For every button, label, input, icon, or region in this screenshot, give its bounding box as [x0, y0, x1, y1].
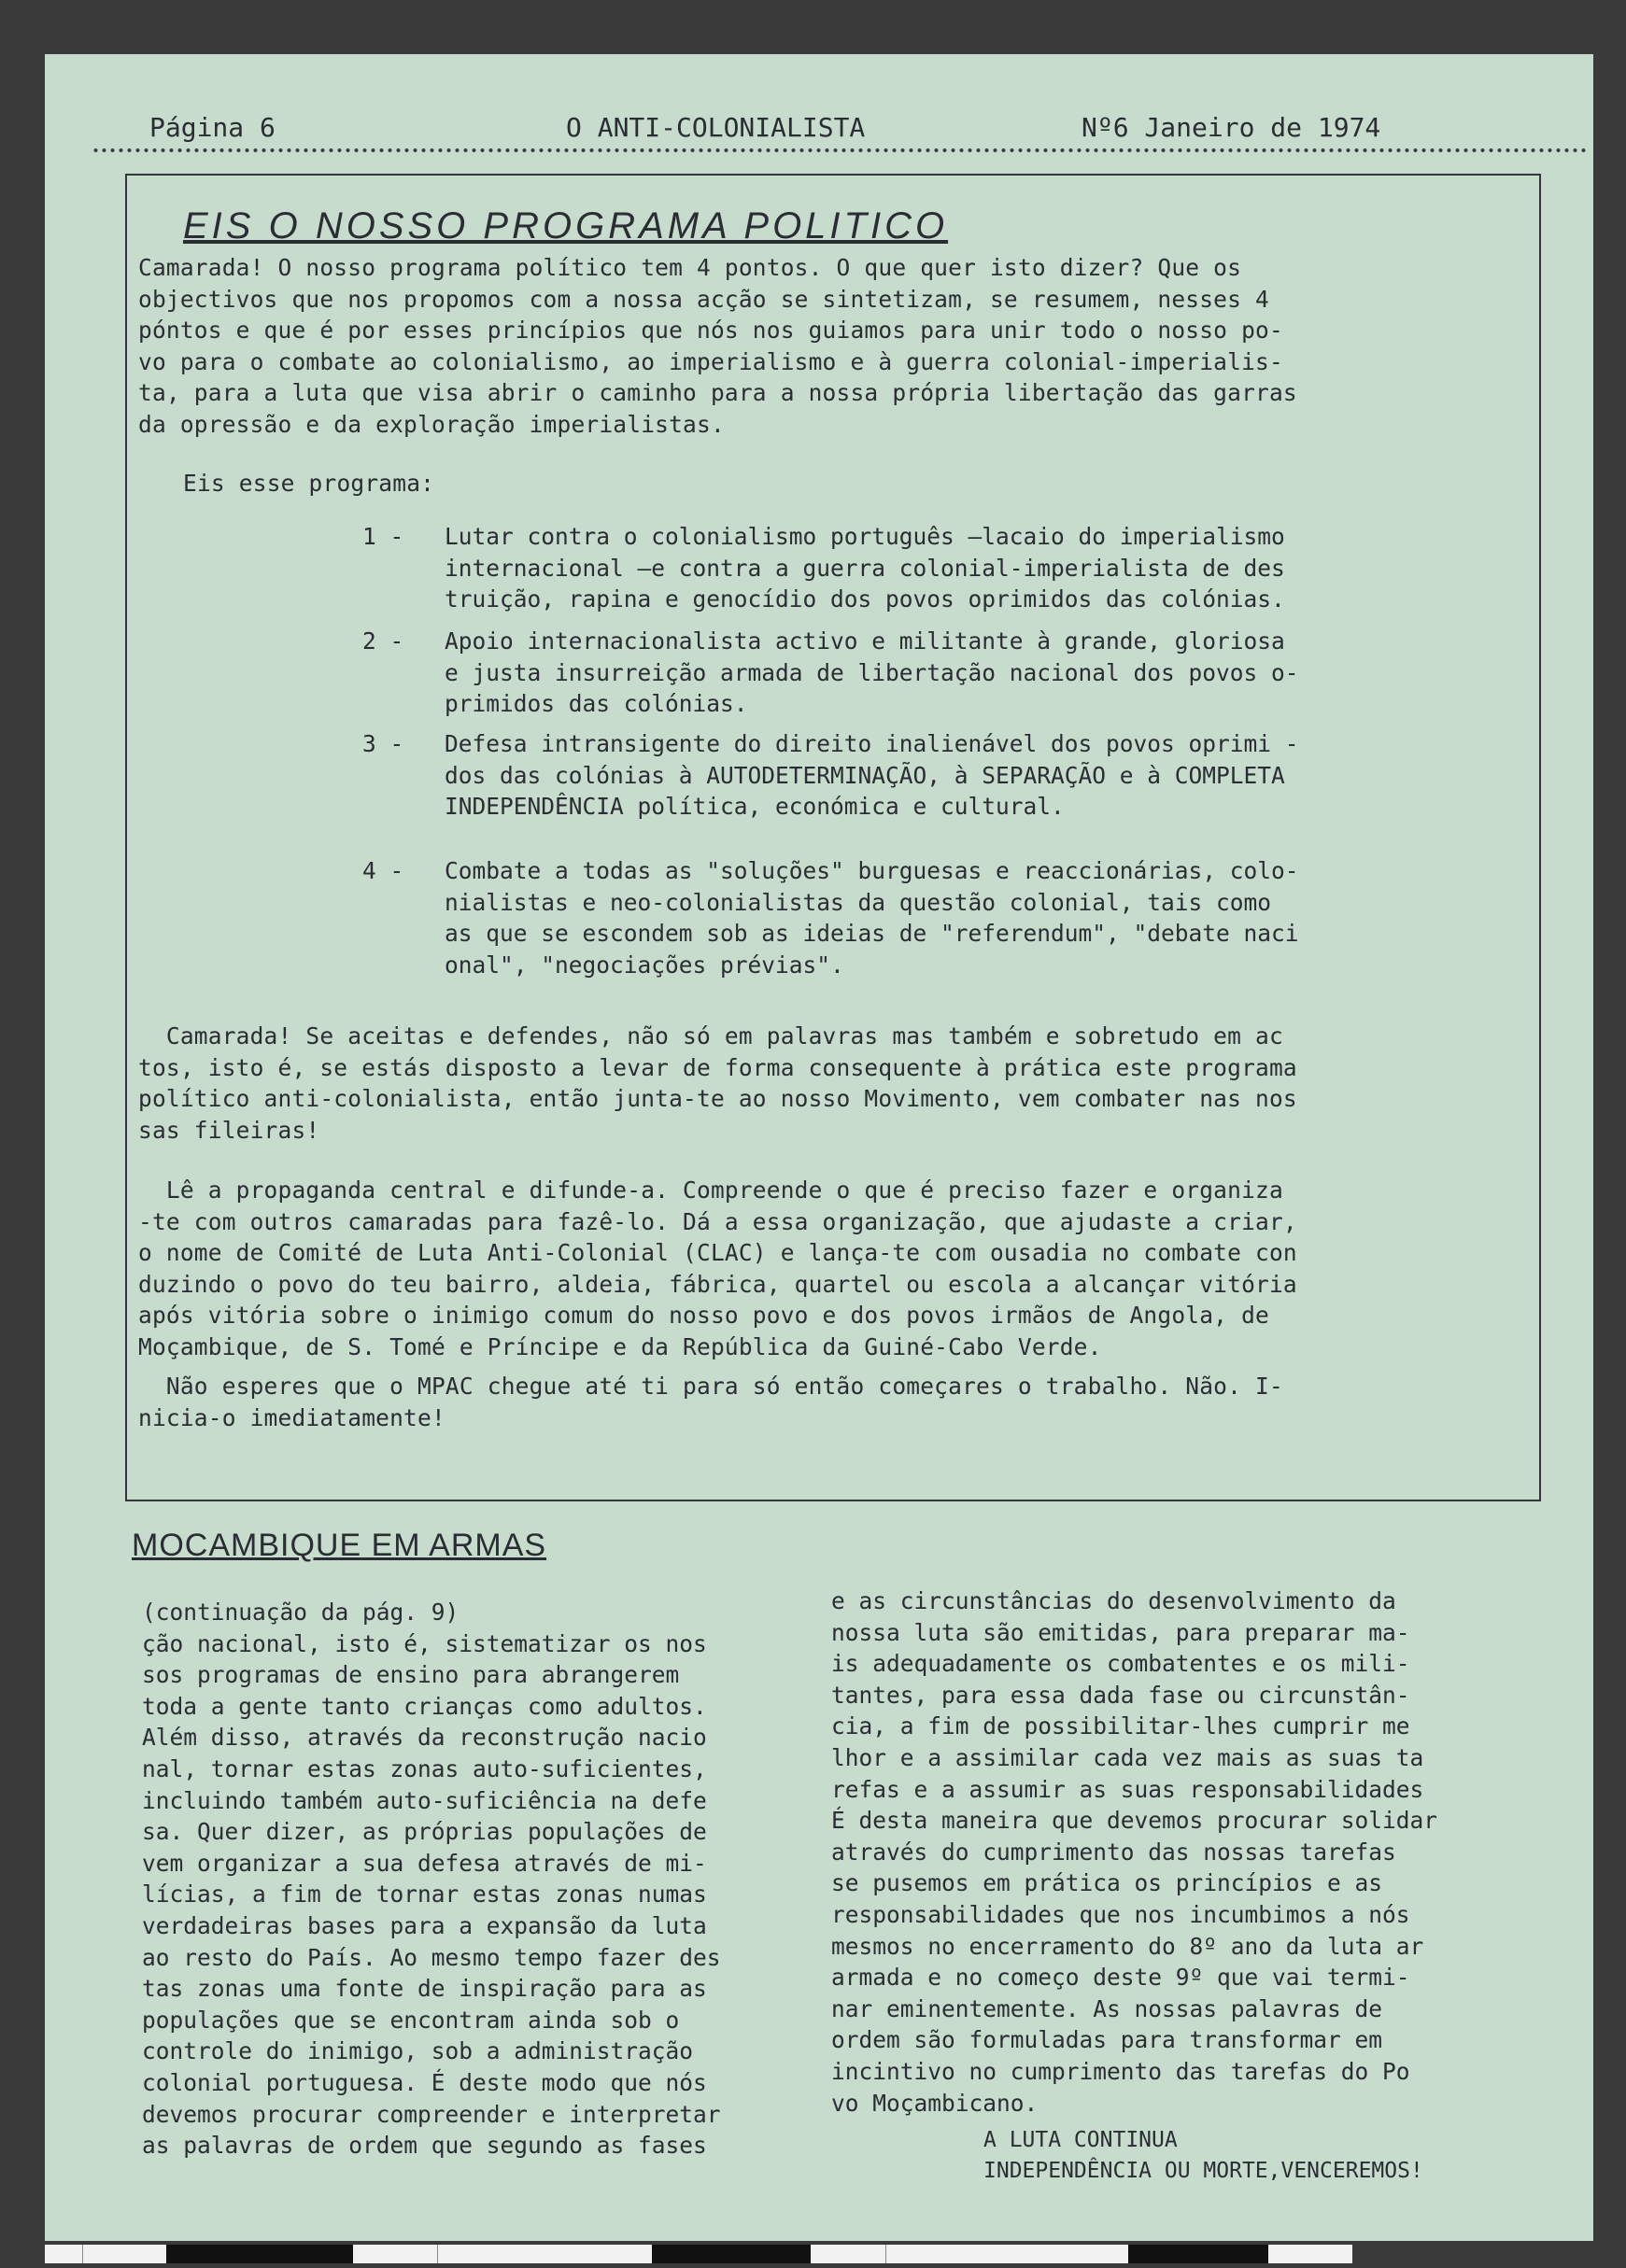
ruler-black-segment: [652, 2245, 811, 2263]
publication-title: O ANTI-COLONIALISTA: [566, 112, 866, 143]
issue-date: Nº6 Janeiro de 1974: [1082, 112, 1381, 143]
closing-line-2: INDEPENDÊNCIA OU MORTE,VENCEREMOS!: [983, 2159, 1423, 2183]
program-lead: Eis esse programa:: [183, 470, 435, 497]
point-number: 4 -: [362, 857, 404, 884]
program-title: EIS O NOSSO PROGRAMA POLITICO: [183, 205, 949, 247]
page-number: Página 6: [149, 112, 276, 143]
article-title: MOCAMBIQUE EM ARMAS: [132, 1528, 547, 1563]
scale-ruler: [45, 2245, 1352, 2263]
call-paragraph-1: Camarada! Se aceitas e defendes, não só em palavras mas também e sobretudo em ac tos, isto é, se estás disposto a levar de forma consequente à prática este programa político anti-colonialista, então junta-te ao nosso Movimento, vem combater nas nos sas fileiras!: [138, 1022, 1297, 1144]
closing-line-1: A LUTA CONTINUA: [983, 2128, 1178, 2152]
program-point: [362, 855, 1299, 980]
program-point: [362, 728, 1299, 853]
ruler-tick: [885, 2245, 886, 2263]
ruler-black-segment: [1128, 2245, 1268, 2263]
call-paragraph-2: Lê a propaganda central e difunde-a. Compreende o que é preciso fazer e organiza -te com outros camaradas para fazê-lo. Dá a essa organização, que ajudaste a criar, o nome de Comité de Luta Anti-Colonial (CLAC) e lança-te com ousadia no combate con duzindo o povo do teu bairro, aldeia, fábrica, quartel ou escola a alcançar vitória após vitória sobre o inimigo comum do nosso povo e dos povos irmãos de Angola, de Moçambique, de S. Tomé e Príncipe e da República da Guiné-Cabo Verde.: [138, 1176, 1297, 1360]
ruler-tick: [82, 2245, 83, 2263]
point-text: Defesa intransigente do direito inalienável dos povos oprimi - dos das colónias à AUTODETERMINAÇÃO, à SEPARAÇÃO e à COMPLETA INDEPENDÊNCIA política, económica e cultural.: [445, 730, 1299, 820]
point-text: Apoio internacionalista activo e militante à grande, gloriosa e justa insurreição armada de libertação nacional dos povos o- primidos das colónias.: [445, 627, 1299, 717]
article-column-left: (continuação da pág. 9) ção nacional, isto é, sistematizar os nos sos programas de ensino para abrangerem toda a gente tanto crianças como adultos. Além disso, através da reconstrução nacio nal, tornar estas zonas auto-suficientes, incluindo também auto-suficiência na defe sa. Quer dizer, as próprias populações de vem organizar a sua defesa através de mi- lícias, a fim de tornar estas zonas numas verdadeiras bases para a expansão da luta ao resto do País. Ao mesmo tempo fazer des tas zonas uma fonte de inspiração para as populações que se encontram ainda sob o controle do inimigo, sob a administração colonial portuguesa. É deste modo que nós devemos procurar compreender e interpretar as palavras de ordem que segundo as fases: [142, 1599, 721, 2160]
ruler-tick: [437, 2245, 438, 2263]
point-text: Combate a todas as "soluções" burguesas e reaccionárias, colo- nialistas e neo-colonialistas da questão colonial, tais como as que se escondem sob as ideias de "referendum", "debate naci onal", "negociações prévias".: [445, 857, 1299, 979]
point-number: 1 -: [362, 523, 404, 550]
program-intro: Camarada! O nosso programa político tem 4 pontos. O que quer isto dizer? Que os objectivos que nos propomos com a nossa acção se sintetizam, se resumem, nesses 4 póntos e que é por esses princípios que nós nos guiamos para unir todo o nosso po- vo para o combate ao colonialismo, ao imperialismo e à guerra colonial-imperialis- ta, para a luta que visa abrir o caminho para a nossa própria libertação das garras da opressão e da exploração imperialistas.: [138, 254, 1297, 438]
call-paragraph-3: Não esperes que o MPAC chegue até ti para só então começares o trabalho. Não. I- nicia-o imediatamente!: [138, 1373, 1283, 1431]
point-text: Lutar contra o colonialismo português —lacaio do imperialismo internacional —e contra a guerra colonial-imperialista de des truição, rapina e genocídio dos povos oprimidos das colónias.: [445, 523, 1285, 613]
ruler-black-segment: [166, 2245, 353, 2263]
point-number: 3 -: [362, 730, 404, 757]
newspaper-page: [45, 54, 1593, 2241]
article-column-right: e as circunstâncias do desenvolvimento da nossa luta são emitidas, para preparar ma- is adequadamente os combatentes e os mili- tantes, para essa dada fase ou circunstân- cia, a fim de possibilitar-lhes cumprir me lhor e a assimilar cada vez mais as suas ta refas e a assumir as suas responsabilidades É desta maneira que devemos procurar solidar através do cumprimento das nossas tarefas se pusemos em prática os princípios e as responsabilidades que nos incumbimos a nós mesmos no encerramento do 8º ano da luta ar armada e no começo deste 9º que vai termi- nar eminentemente. As nossas palavras de ordem são formuladas para transformar em incintivo no cumprimento das tarefas do Po vo Moçambicano.: [831, 1587, 1438, 2117]
point-number: 2 -: [362, 627, 404, 655]
dotted-divider: [92, 148, 1586, 153]
